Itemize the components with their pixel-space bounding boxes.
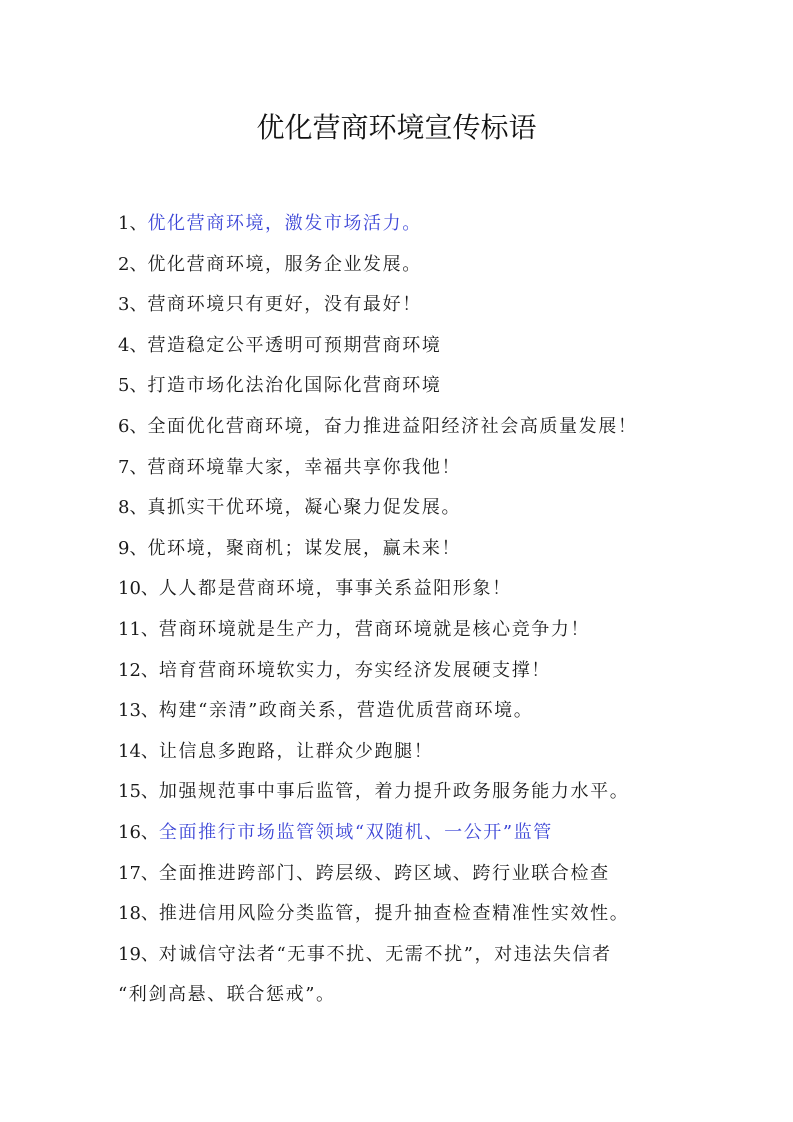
item-text: 打造市场化法治化国际化营商环境 bbox=[147, 375, 442, 397]
item-number: 2、 bbox=[118, 253, 148, 275]
list-item bbox=[118, 691, 718, 732]
list-item bbox=[118, 448, 718, 489]
item-text: 营商环境只有更好，没有最好！ bbox=[147, 294, 422, 316]
item-number: 16、 bbox=[118, 821, 159, 843]
list-item bbox=[118, 529, 718, 570]
item-number: 13、 bbox=[118, 700, 159, 722]
item-number: 14、 bbox=[118, 740, 159, 762]
list-item bbox=[118, 285, 718, 326]
item-number: 4、 bbox=[118, 334, 148, 356]
list-item bbox=[118, 732, 718, 773]
item-text: 营造稳定公平透明可预期营商环境 bbox=[147, 334, 442, 356]
list-item-continuation bbox=[118, 975, 718, 1016]
item-text: 推进信用风险分类监管，提升抽查检查精准性实效性。 bbox=[158, 903, 630, 925]
item-number: 6、 bbox=[118, 415, 148, 437]
item-number: 19、 bbox=[118, 943, 159, 965]
item-number: 18、 bbox=[118, 903, 159, 925]
item-text: 对诚信守法者“无事不扰、无需不扰”，对违法失信者 bbox=[158, 943, 612, 965]
item-text: 全面推行市场监管领域“双随机、一公开”监管 bbox=[158, 821, 553, 843]
list-item bbox=[118, 772, 718, 813]
list-item bbox=[118, 326, 718, 367]
item-number: 7、 bbox=[118, 456, 148, 478]
item-text: 培育营商环境软实力，夯实经济发展硬支撑！ bbox=[158, 659, 551, 681]
list-item bbox=[118, 488, 718, 529]
list-item bbox=[118, 245, 718, 286]
item-text: 让信息多跑路，让群众少跑腿！ bbox=[158, 740, 434, 762]
item-text: 加强规范事中事后监管，着力提升政务服务能力水平。 bbox=[158, 781, 630, 803]
list-item bbox=[118, 813, 718, 854]
item-number: 3、 bbox=[118, 294, 148, 316]
item-text: 营商环境靠大家，幸福共享你我他！ bbox=[147, 456, 462, 478]
item-number: 15、 bbox=[118, 781, 159, 803]
item-number: 17、 bbox=[118, 862, 159, 884]
item-text: 真抓实干优环境，凝心聚力促发展。 bbox=[147, 497, 462, 519]
item-number: 8、 bbox=[118, 497, 148, 519]
item-text: 优化营商环境，激发市场活力。 bbox=[147, 213, 422, 234]
item-text: 营商环境就是生产力，营商环境就是核心竞争力！ bbox=[158, 618, 591, 640]
item-number: 1、 bbox=[118, 213, 148, 234]
list-item bbox=[118, 204, 718, 245]
item-text: 优环境，聚商机；谋发展，赢未来！ bbox=[147, 537, 462, 559]
list-item bbox=[118, 651, 718, 692]
list-item bbox=[118, 569, 718, 610]
item-number: 9、 bbox=[118, 537, 148, 559]
list-item bbox=[118, 894, 718, 935]
item-text: 全面优化营商环境，奋力推进益阳经济社会高质量发展！ bbox=[147, 415, 638, 437]
item-text: 全面推进跨部门、跨层级、跨区域、跨行业联合检查 bbox=[158, 862, 610, 884]
item-text: 人人都是营商环境，事事关系益阳形象！ bbox=[158, 578, 512, 600]
item-number: 11、 bbox=[118, 618, 159, 640]
list-item bbox=[118, 610, 718, 651]
item-text: “利剑高悬、联合惩戒”。 bbox=[118, 984, 336, 1006]
item-number: 10、 bbox=[118, 578, 159, 600]
list-item bbox=[118, 854, 718, 895]
list-item bbox=[118, 935, 718, 976]
list-item bbox=[118, 407, 718, 448]
list-item bbox=[118, 366, 718, 407]
item-text: 优化营商环境，服务企业发展。 bbox=[147, 253, 422, 275]
slogan-list bbox=[118, 204, 718, 1016]
page-title: 优化营商环境宣传标语 bbox=[256, 111, 537, 144]
item-number: 5、 bbox=[118, 375, 148, 397]
item-number: 12、 bbox=[118, 659, 159, 681]
item-text: 构建“亲清”政商关系，营造优质营商环境。 bbox=[158, 700, 534, 722]
